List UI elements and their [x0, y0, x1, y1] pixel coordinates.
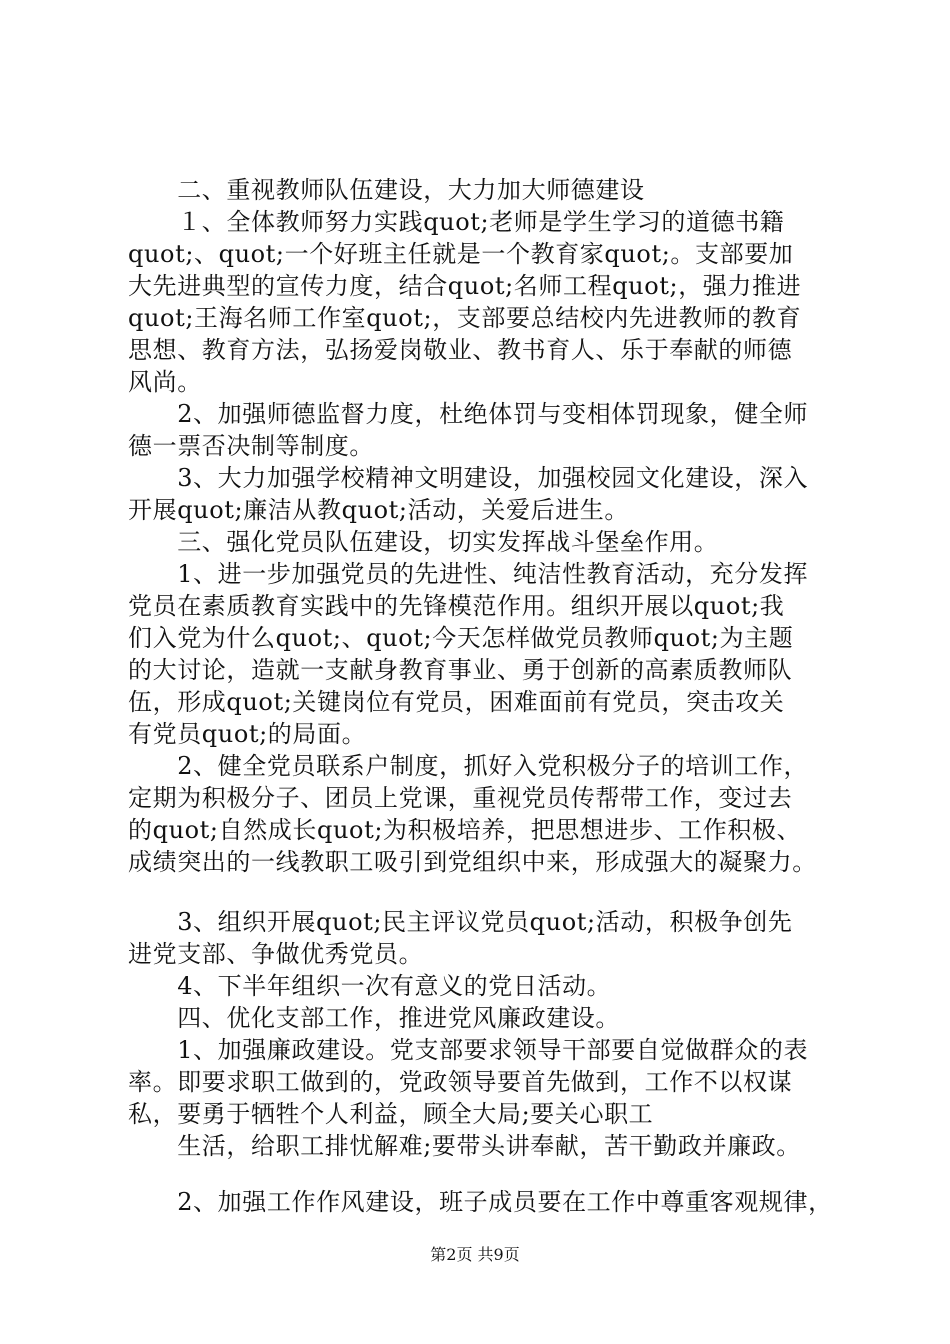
text-line: 四、优化支部工作，推进党风廉政建设。 — [128, 1004, 620, 1032]
text-line: 2、加强师德监督力度，杜绝体罚与变相体罚现象，健全师 — [128, 400, 809, 428]
text-line: 思想、教育方法，弘扬爱岗敬业、教书育人、乐于奉献的师德 — [128, 336, 793, 364]
text-line: 的quot;自然成长quot;为积极培养，把思想进步、工作积极、 — [128, 816, 802, 844]
text-line: 1、进一步加强党员的先进性、纯洁性教育活动，充分发挥 — [128, 560, 809, 588]
text-line: 定期为积极分子、团员上党课，重视党员传帮带工作，变过去 — [128, 784, 793, 812]
text-line: 们入党为什么quot;、quot;今天怎样做党员教师quot;为主题 — [128, 624, 794, 652]
text-line: 生活，给职工排忧解难;要带头讲奉献，苦干勤政并廉政。 — [128, 1132, 801, 1160]
text-line: 党员在素质教育实践中的先锋模范作用。组织开展以quot;我 — [128, 592, 785, 620]
text-line: 2、加强工作作风建设，班子成员要在工作中尊重客观规律， — [128, 1188, 833, 1216]
text-line: 大先进典型的宣传力度，结合quot;名师工程quot;，强力推进 — [128, 272, 802, 300]
text-line: quot;、quot;一个好班主任就是一个教育家quot;。支部要加 — [128, 240, 794, 268]
text-line: 进党支部、争做优秀党员。 — [128, 940, 424, 968]
text-line: 2、健全党员联系户制度，抓好入党积极分子的培训工作， — [128, 752, 809, 780]
text-line: 3、组织开展quot;民主评议党员quot;活动，积极争创先 — [128, 908, 793, 936]
text-line: 成绩突出的一线教职工吸引到党组织中来，形成强大的凝聚力。 — [128, 848, 817, 876]
text-line: 的大讨论，造就一支献身教育事业、勇于创新的高素质教师队 — [128, 656, 793, 684]
text-line: 4、下半年组织一次有意义的党日活动。 — [128, 972, 612, 1000]
text-line: 率。即要求职工做到的，党政领导要首先做到，工作不以权谋 — [128, 1068, 793, 1096]
text-line: 风尚。 — [128, 368, 202, 396]
text-line: 二、重视教师队伍建设，大力加大师德建设 — [128, 176, 645, 204]
text-line: 开展quot;廉洁从教quot;活动，关爱后进生。 — [128, 496, 629, 524]
page-number-footer: 第2页 共9页 — [430, 1245, 520, 1264]
text-line: 私，要勇于牺牲个人利益，顾全大局;要关心职工 — [128, 1100, 654, 1128]
text-line: 有党员quot;的局面。 — [128, 720, 367, 748]
text-line: １、全体教师努力实践quot;老师是学生学习的道德书籍 — [128, 208, 785, 236]
text-line: 3、大力加强学校精神文明建设，加强校园文化建设，深入 — [128, 464, 809, 492]
text-line: 1、加强廉政建设。党支部要求领导干部要自觉做群众的表 — [128, 1036, 809, 1064]
text-line: 德一票否决制等制度。 — [128, 432, 374, 460]
text-line: 三、强化党员队伍建设，切实发挥战斗堡垒作用。 — [128, 528, 719, 556]
text-line: quot;王海名师工作室quot;，支部要总结校内先进教师的教育 — [128, 304, 802, 332]
text-line: 伍，形成quot;关键岗位有党员，困难面前有党员，突击攻关 — [128, 688, 785, 716]
